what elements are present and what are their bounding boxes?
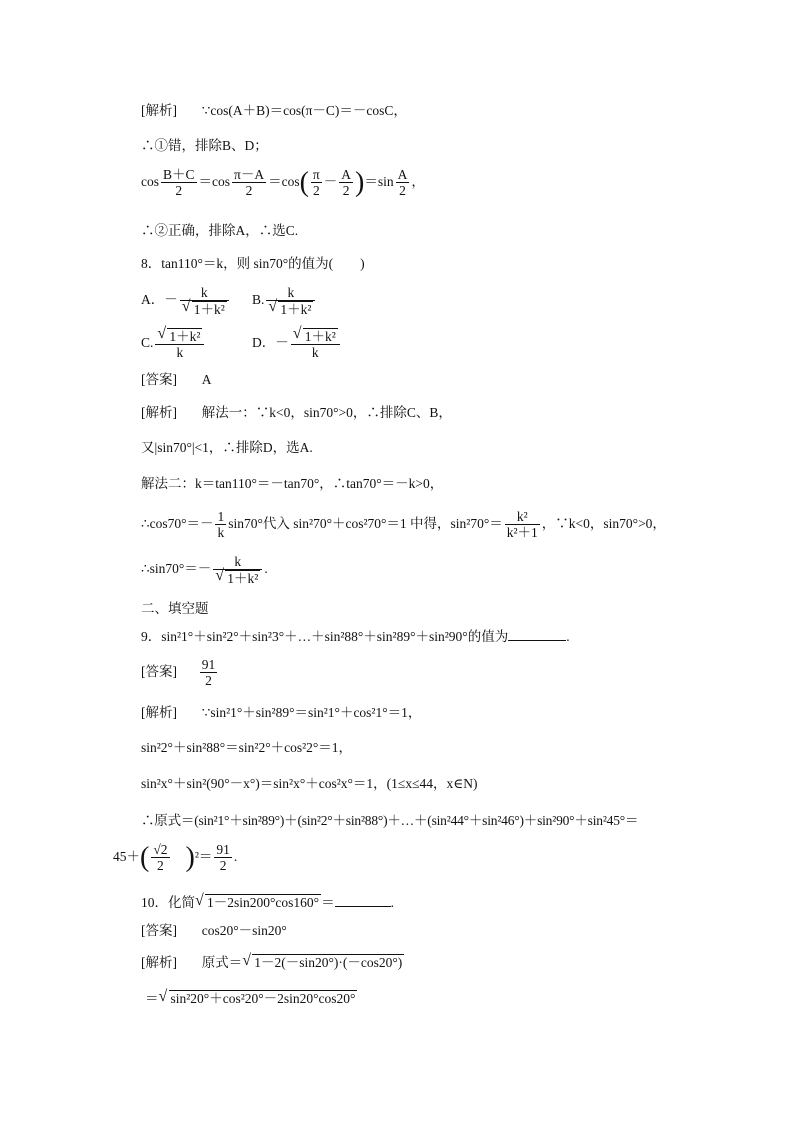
s9-5-end: . <box>233 849 238 864</box>
answer-9 <box>141 655 219 689</box>
option-d-label: D．－ <box>252 335 289 350</box>
answer-label: [答案] <box>141 923 177 938</box>
option-c-label: C. <box>141 335 154 350</box>
fraction <box>200 657 218 688</box>
fraction <box>214 842 232 873</box>
frac-den: 2 <box>219 858 227 874</box>
solution-8-line-2: 又|sin70°|<1，∴排除D，选A. <box>141 440 313 455</box>
frac-den: 2 <box>342 183 350 199</box>
answer-10 <box>141 922 287 940</box>
fraction <box>161 167 197 198</box>
paren-right: ) <box>355 166 365 198</box>
solution-8-line-3: 解法二：k＝tan110°＝－tan70°，∴tan70°＝－k>0， <box>141 476 444 491</box>
solution-text: 解法一：∵k<0，sin70°>0，∴排除C、B， <box>201 405 452 420</box>
option-c <box>141 326 206 360</box>
frac-num: k² <box>505 509 540 525</box>
frac-num: 91 <box>201 657 216 673</box>
solution-9-line-1 <box>141 704 421 722</box>
frac-num: k <box>266 285 315 301</box>
frac-den <box>180 301 229 317</box>
frac-num <box>155 328 204 345</box>
sqrt <box>158 328 202 344</box>
section-title: 二、填空题 <box>141 601 209 616</box>
answer-value: A <box>201 372 212 387</box>
frac-den <box>266 301 315 317</box>
frac-num: k <box>180 285 229 301</box>
question-9 <box>141 628 570 646</box>
sqrt <box>294 328 338 344</box>
fraction <box>266 285 315 317</box>
solution-8-line-1 <box>141 404 452 422</box>
frac-den: k²＋1 <box>506 525 538 541</box>
fraction <box>505 509 540 540</box>
s10-2a: ＝ <box>145 991 159 1006</box>
fraction <box>215 509 226 540</box>
answer-8 <box>141 371 212 389</box>
radicand: 1－2(－sin20°)·(－cos20°) <box>254 955 403 970</box>
sol5-end: . <box>264 561 268 576</box>
frac-den: 2 <box>175 183 183 199</box>
sqrt <box>243 954 404 972</box>
analysis-label: [解析] <box>141 955 177 970</box>
solution-9-line-3: sin²x°＋sin²(90°－x°)＝sin²x°＋cos²x°＝1，(1≤x≤44，x∈N) <box>141 776 478 791</box>
sqrt <box>183 301 227 317</box>
frac-den: 2 <box>157 858 164 874</box>
sqrt <box>196 894 321 912</box>
analysis-label: [解析] <box>141 705 177 720</box>
solution-8-line-5 <box>141 552 268 586</box>
radicand: 1＋k² <box>169 328 201 344</box>
answer-value: cos20°－sin20° <box>201 923 287 938</box>
l3-eq3: ＝sin <box>364 174 394 189</box>
q9-end: . <box>566 629 570 644</box>
frac-num: A <box>341 167 351 183</box>
paren-left: ( <box>140 841 150 873</box>
solution-line-1 <box>141 102 407 120</box>
fraction <box>232 167 266 198</box>
solution-line-2: ∴①错，排除B、D； <box>141 138 268 153</box>
solution-line-4: ∴②正确，排除A，∴选C. <box>141 223 299 238</box>
solution-9-line-4: ∴原式＝(sin²1°＋sin²89°)＋(sin²2°＋sin²88°)＋…＋(sin²44°＋sin²46°)＋sin²90°＋sin²45°＝ <box>141 813 639 828</box>
frac-num: π－A <box>234 167 265 183</box>
q10-end: . <box>390 895 394 910</box>
frac-num: B＋C <box>163 167 195 183</box>
question-10 <box>141 894 394 912</box>
fraction <box>155 328 204 360</box>
frac-num: A <box>397 167 408 183</box>
paren-left: ( <box>299 166 309 198</box>
frac-num: √2 <box>153 842 168 858</box>
solution-text: ∵sin²1°＋sin²89°＝sin²1°＋cos²1°＝1， <box>201 705 422 720</box>
sqrt <box>269 301 313 317</box>
option-a <box>141 283 231 317</box>
solution-line-3 <box>141 167 425 198</box>
fraction <box>311 167 322 198</box>
option-b <box>252 283 317 317</box>
fraction <box>180 285 229 317</box>
l3-end: ， <box>411 174 425 189</box>
answer-blank[interactable] <box>508 628 566 641</box>
fraction <box>151 842 169 873</box>
frac-num <box>291 328 340 345</box>
frac-den: k <box>176 344 184 360</box>
frac-num: π <box>312 167 320 183</box>
answer-blank[interactable] <box>335 894 391 907</box>
frac-num: 91 <box>216 842 230 858</box>
paren-right: ) <box>185 841 195 873</box>
option-d <box>252 326 342 360</box>
frac-den: 2 <box>312 183 320 199</box>
sqrt <box>160 990 358 1008</box>
s9-5a: 45＋ <box>113 849 140 864</box>
q10-a: 10．化简 <box>141 895 195 910</box>
fraction <box>213 554 262 586</box>
sol4-c: ，∵k<0，sin70°>0， <box>541 516 666 531</box>
analysis-text: ∵cos(A＋B)＝cos(π－C)＝－cosC， <box>201 103 407 118</box>
fraction <box>339 167 353 198</box>
question-8: 8．tan110°＝k，则 sin70°的值为( ) <box>141 256 365 271</box>
q10-b: ＝ <box>321 895 335 910</box>
frac-den <box>213 570 262 586</box>
sol5-a: ∴sin70°＝－ <box>141 561 212 576</box>
s10-1a: 原式＝ <box>201 955 243 970</box>
frac-den: k <box>311 344 319 360</box>
q9-text: 9．sin²1°＋sin²2°＋sin²3°＋…＋sin²88°＋sin²89°＋sin²90°的值为 <box>141 629 509 644</box>
radicand: sin²20°＋cos²20°－2sin20°cos20° <box>170 991 356 1006</box>
answer-label: [答案] <box>141 664 177 679</box>
l3-minus: － <box>323 174 338 189</box>
radicand: 1＋k² <box>304 328 336 344</box>
frac-num: k <box>213 554 262 570</box>
frac-num: 1 <box>217 509 225 525</box>
l3-pre: cos <box>141 174 159 189</box>
analysis-label: [解析] <box>141 103 177 118</box>
radicand: 1＋k² <box>193 301 225 317</box>
sqrt <box>216 570 260 586</box>
analysis-label: [解析] <box>141 405 177 420</box>
solution-9-line-5 <box>113 840 237 874</box>
answer-label: [答案] <box>141 372 177 387</box>
radicand: 1＋k² <box>280 301 312 317</box>
l3-eq1: ＝cos <box>198 174 231 189</box>
frac-den: 2 <box>205 673 212 689</box>
solution-8-line-4 <box>141 507 666 541</box>
fraction <box>291 328 340 360</box>
s9-5b: ²＝ <box>194 849 213 864</box>
option-b-label: B. <box>252 292 265 307</box>
solution-10-line-1 <box>141 954 404 972</box>
option-a-label: A．－ <box>141 292 178 307</box>
solution-10-line-2 <box>145 990 357 1008</box>
frac-den: 2 <box>245 183 253 199</box>
radicand: 1＋k² <box>227 570 259 586</box>
frac-den: 2 <box>399 183 406 199</box>
sol4-b: sin70°代入 sin²70°＋cos²70°＝1 中得，sin²70°＝ <box>228 516 503 531</box>
solution-9-line-2: sin²2°＋sin²88°＝sin²2°＋cos²2°＝1， <box>141 740 353 755</box>
frac-den: k <box>217 525 225 541</box>
sol4-a: ∴cos70°＝－ <box>141 516 214 531</box>
l3-eq2: ＝cos <box>268 174 300 189</box>
fraction <box>396 167 410 198</box>
radicand: 1－2sin200°cos160° <box>207 895 320 910</box>
